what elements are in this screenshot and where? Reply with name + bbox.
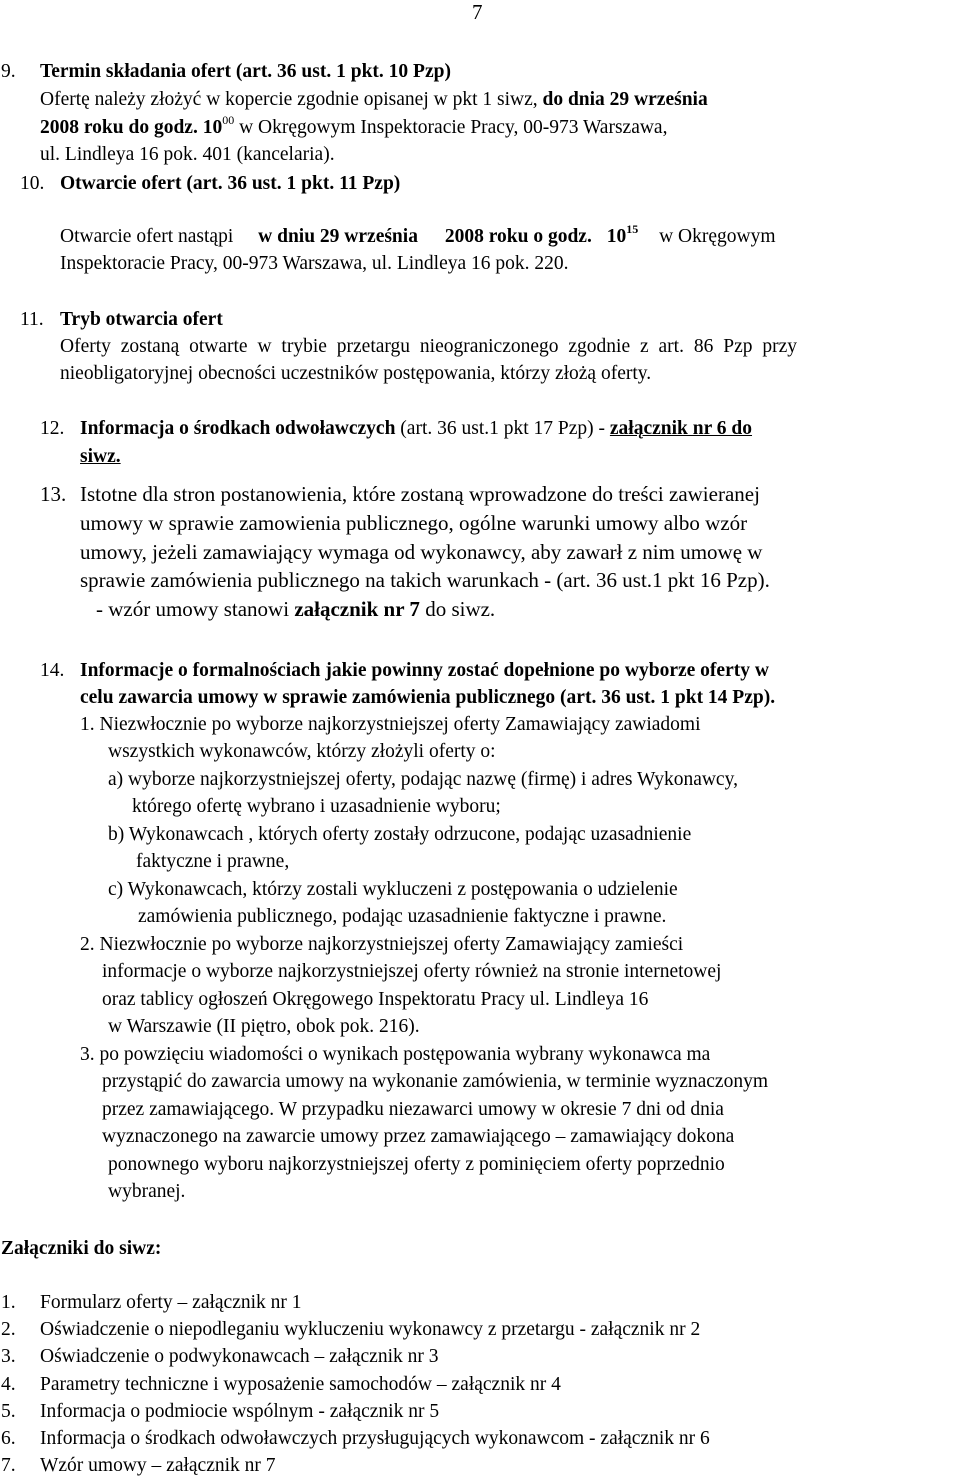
section-12-line-2: siwz. bbox=[80, 446, 121, 467]
attachment-2-number: 2. bbox=[1, 1319, 16, 1340]
attachment-7-text: Wzór umowy – załącznik nr 7 bbox=[40, 1455, 276, 1476]
section-11-line-1: Oferty zostaną otwarte w trybie przetargu nieograniczonego zgodnie z art. 86 Pzp przy bbox=[60, 336, 797, 357]
section-11-number: 11. bbox=[20, 309, 44, 330]
attachment-4-text: Parametry techniczne i wyposażenie samochodów – załącznik nr 4 bbox=[40, 1374, 561, 1395]
s14-p1-line-4: którego ofertę wybrano i uzasadnienie wyboru; bbox=[132, 796, 501, 817]
section-9-line-3: ul. Lindleya 16 pok. 401 (kancelaria). bbox=[40, 144, 335, 165]
section-10-title: Otwarcie ofert (art. 36 ust. 1 pkt. 11 Pzp) bbox=[60, 173, 401, 194]
section-9-line-1: Ofertę należy złożyć w kopercie zgodnie opisanej w pkt 1 siwz, do dnia 29 września bbox=[40, 89, 708, 110]
s14-p1-line-7: c) Wykonawcach, którzy zostali wykluczeni z postępowania o udzielenie bbox=[108, 879, 678, 900]
attachment-7-number: 7. bbox=[1, 1455, 16, 1476]
s14-p1-line-3: a) wyborze najkorzystniejszej oferty, podając nazwę (firmę) i adres Wykonawcy, bbox=[108, 769, 738, 790]
s14-p2-line-4: w Warszawie (II piętro, obok pok. 216). bbox=[108, 1016, 420, 1037]
section-9-number: 9. bbox=[1, 61, 16, 82]
section-13-line-2: umowy w sprawie zamowienia publicznego, ogólne warunki umowy albo wzór bbox=[80, 511, 748, 535]
section-12-number: 12. bbox=[40, 418, 65, 439]
page-number: 7 bbox=[472, 0, 483, 24]
s14-p1-line-8: zamówienia publicznego, podając uzasadnienie faktyczne i prawne. bbox=[138, 906, 667, 927]
attachment-3-number: 3. bbox=[1, 1346, 16, 1367]
attachment-2-text: Oświadczenie o niepodleganiu wykluczeniu wykonawcy z przetargu - załącznik nr 2 bbox=[40, 1319, 701, 1340]
section-11-title: Tryb otwarcia ofert bbox=[60, 309, 223, 330]
section-13-line-1: Istotne dla stron postanowienia, które zostaną wprowadzone do treści zawieranej bbox=[80, 482, 760, 506]
s14-p3-line-5: ponownego wyboru najkorzystniejszej oferty z pominięciem oferty poprzednio bbox=[108, 1154, 725, 1175]
section-9-title: Termin składania ofert (art. 36 ust. 1 pkt. 10 Pzp) bbox=[40, 61, 451, 82]
attachment-6-number: 6. bbox=[1, 1428, 16, 1449]
section-14-title-1: Informacje o formalnościach jakie powinny zostać dopełnione po wyborze oferty w bbox=[80, 660, 769, 681]
section-14-title-2: celu zawarcia umowy w sprawie zamówienia publicznego (art. 36 ust. 1 pkt 14 Pzp). bbox=[80, 687, 776, 708]
attachment-6-text: Informacja o środkach odwoławczych przysługujących wykonawcom - załącznik nr 6 bbox=[40, 1428, 710, 1449]
section-13-number: 13. bbox=[40, 482, 67, 506]
section-10-line-2: Inspektoracie Pracy, 00-973 Warszawa, ul. Lindleya 16 pok. 220. bbox=[60, 253, 569, 274]
section-14-number: 14. bbox=[40, 660, 65, 681]
s14-p3-line-1: 3. po powzięciu wiadomości o wynikach postępowania wybrany wykonawca ma bbox=[80, 1044, 711, 1065]
section-10-number: 10. bbox=[20, 173, 45, 194]
attachment-4-number: 4. bbox=[1, 1374, 16, 1395]
s14-p3-line-6: wybranej. bbox=[108, 1181, 186, 1202]
s14-p2-line-3: oraz tablicy ogłoszeń Okręgowego Inspektoratu Pracy ul. Lindleya 16 bbox=[102, 989, 649, 1010]
s14-p2-line-1: 2. Niezwłocznie po wyborze najkorzystniejszej oferty Zamawiający zamieści bbox=[80, 934, 684, 955]
s14-p1-line-6: faktyczne i prawne, bbox=[136, 851, 290, 872]
s14-p3-line-4: wyznaczonego na zawarcie umowy przez zamawiającego – zamawiający dokona bbox=[102, 1126, 735, 1147]
section-12-line-1: Informacja o środkach odwoławczych (art. 36 ust.1 pkt 17 Pzp) - załącznik nr 6 do bbox=[80, 418, 753, 439]
s14-p1-line-1: 1. Niezwłocznie po wyborze najkorzystniejszej oferty Zamawiający zawiadomi bbox=[80, 714, 701, 735]
s14-p3-line-2: przystąpić do zawarcia umowy na wykonanie zamówienia, w terminie wyznaczonym bbox=[102, 1071, 768, 1092]
attachment-1-number: 1. bbox=[1, 1292, 16, 1313]
s14-p2-line-2: informacje o wyborze najkorzystniejszej oferty również na stronie internetowej bbox=[102, 961, 722, 982]
section-10-line-1: Otwarcie ofert nastąpi w dniu 29 września 2008 roku o godz. $10^{15}$ w Okręgowym bbox=[60, 222, 776, 247]
s14-p1-line-2: wszystkich wykonawców, którzy złożyli oferty o: bbox=[108, 741, 496, 762]
section-11-line-2: nieobligatoryjnej obecności uczestników postępowania, którzy złożą oferty. bbox=[60, 363, 652, 384]
section-9-line-2: 2008 roku do godz. $10^{00}$ w Okręgowym Inspektoracie Pracy, 00-973 Warszawa, bbox=[40, 113, 668, 138]
attachment-1-text: Formularz oferty – załącznik nr 1 bbox=[40, 1292, 302, 1313]
attachments-heading: Załączniki do siwz: bbox=[1, 1238, 162, 1259]
attachment-3-text: Oświadczenie o podwykonawcach – załącznik nr 3 bbox=[40, 1346, 439, 1367]
s14-p3-line-3: przez zamawiającego. W przypadku niezawarci umowy w okresie 7 dni od dnia bbox=[102, 1099, 724, 1120]
attachment-5-text: Informacja o podmiocie wspólnym - załącznik nr 5 bbox=[40, 1401, 440, 1422]
section-13-line-3: umowy, jeżeli zamawiający wymaga od wykonawcy, aby zawarł z nim umowę w bbox=[80, 540, 763, 564]
section-13-line-5: - wzór umowy stanowi załącznik nr 7 do siwz. bbox=[96, 597, 496, 621]
attachment-5-number: 5. bbox=[1, 1401, 16, 1422]
s14-p1-line-5: b) Wykonawcach , których oferty zostały odrzucone, podając uzasadnienie bbox=[108, 824, 692, 845]
section-13-line-4: sprawie zamówienia publicznego na takich warunkach - (art. 36 ust.1 pkt 16 Pzp). bbox=[80, 568, 770, 592]
